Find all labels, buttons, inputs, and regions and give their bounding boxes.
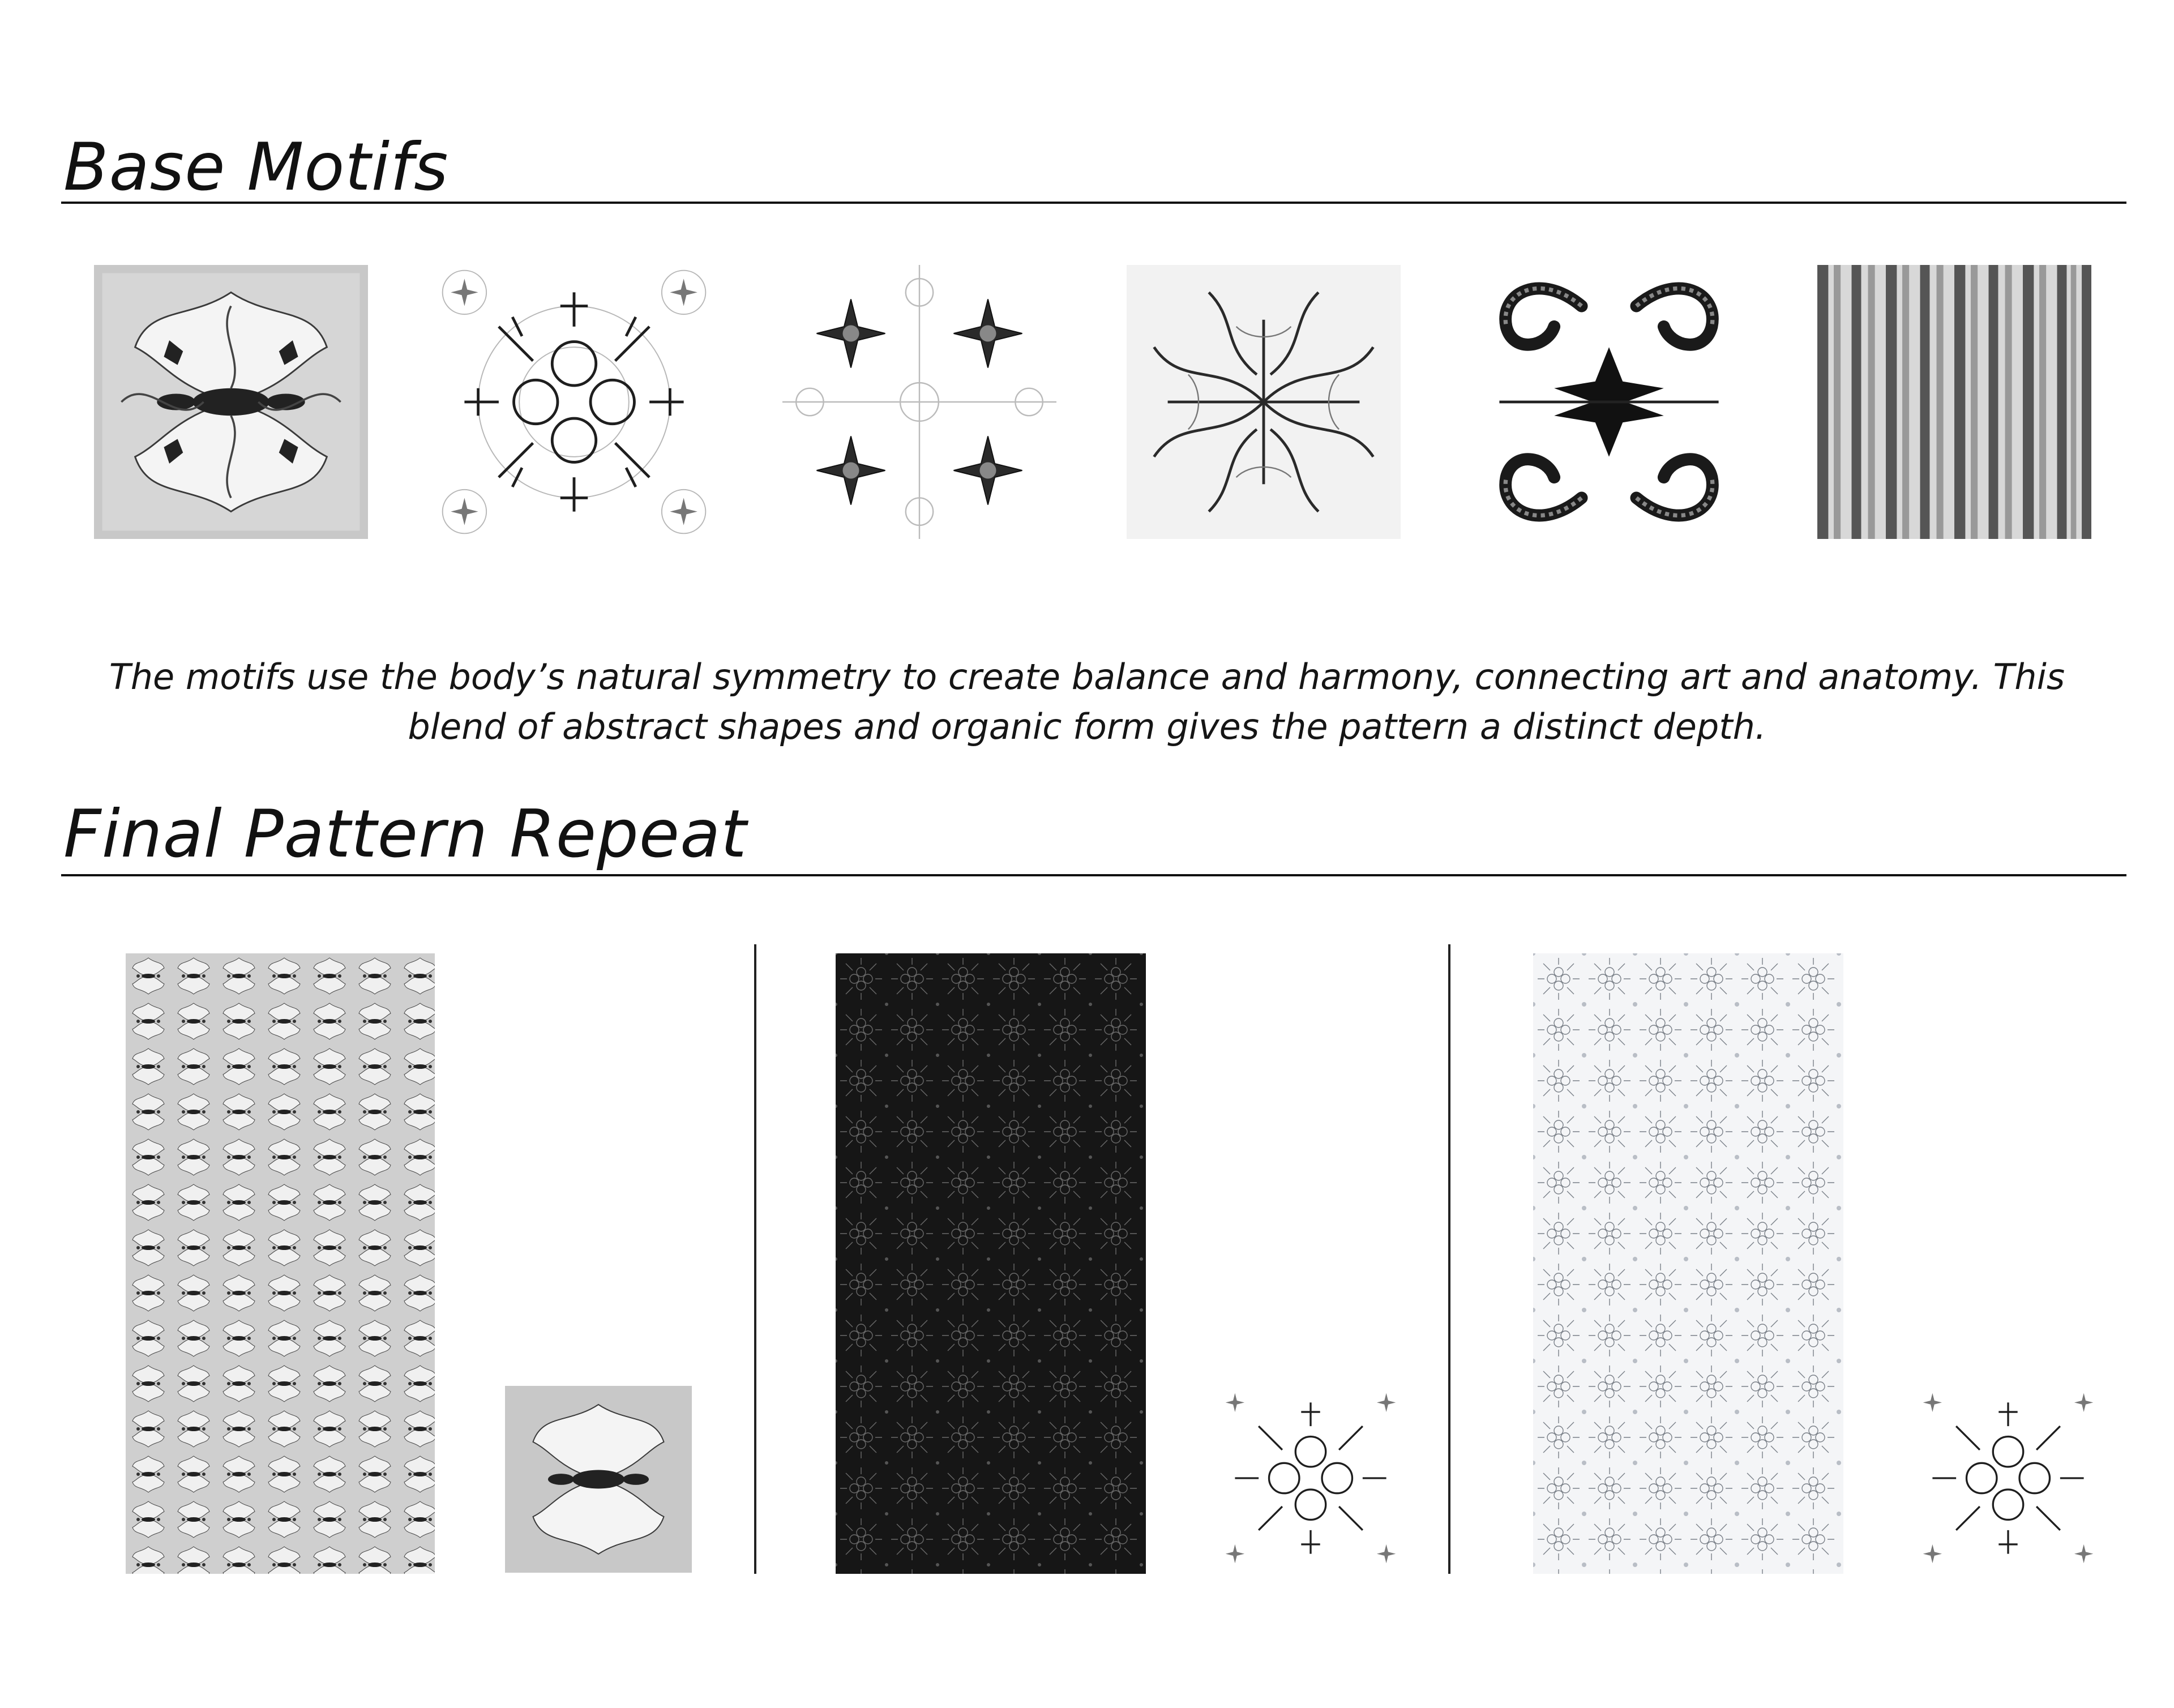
motif-star-lattice	[782, 265, 1056, 539]
repeat-dark-lattice	[836, 953, 1146, 1574]
base-motifs-heading: Base Motifs	[63, 129, 449, 206]
final-pattern-rule	[61, 874, 2126, 876]
repeat-gray-figure	[126, 953, 435, 1574]
final-pattern-heading: Final Pattern Repeat	[63, 796, 747, 872]
repeat-gray-figure-swatch	[505, 1386, 692, 1573]
motif-thorn-ring	[437, 265, 711, 539]
motif-stripes	[1817, 265, 2091, 539]
repeat-divider-1	[754, 944, 756, 1574]
repeat-dark-lattice-swatch	[1216, 1384, 1405, 1573]
motif-winged-vein	[1127, 265, 1401, 539]
repeat-light-lattice	[1533, 953, 1843, 1574]
motif-gray-figure	[94, 265, 368, 539]
motifs-description: The motifs use the body’s natural symmetry to create balance and harmony, connecting art and anatomy. This blend of abstract shapes and organic form gives the pattern a distinct depth.	[109, 656, 2065, 747]
motif-swirl-creature	[1472, 265, 1746, 539]
base-motifs-rule	[61, 202, 2126, 204]
repeat-divider-2	[1448, 944, 1450, 1574]
repeat-light-lattice-swatch	[1914, 1384, 2103, 1573]
